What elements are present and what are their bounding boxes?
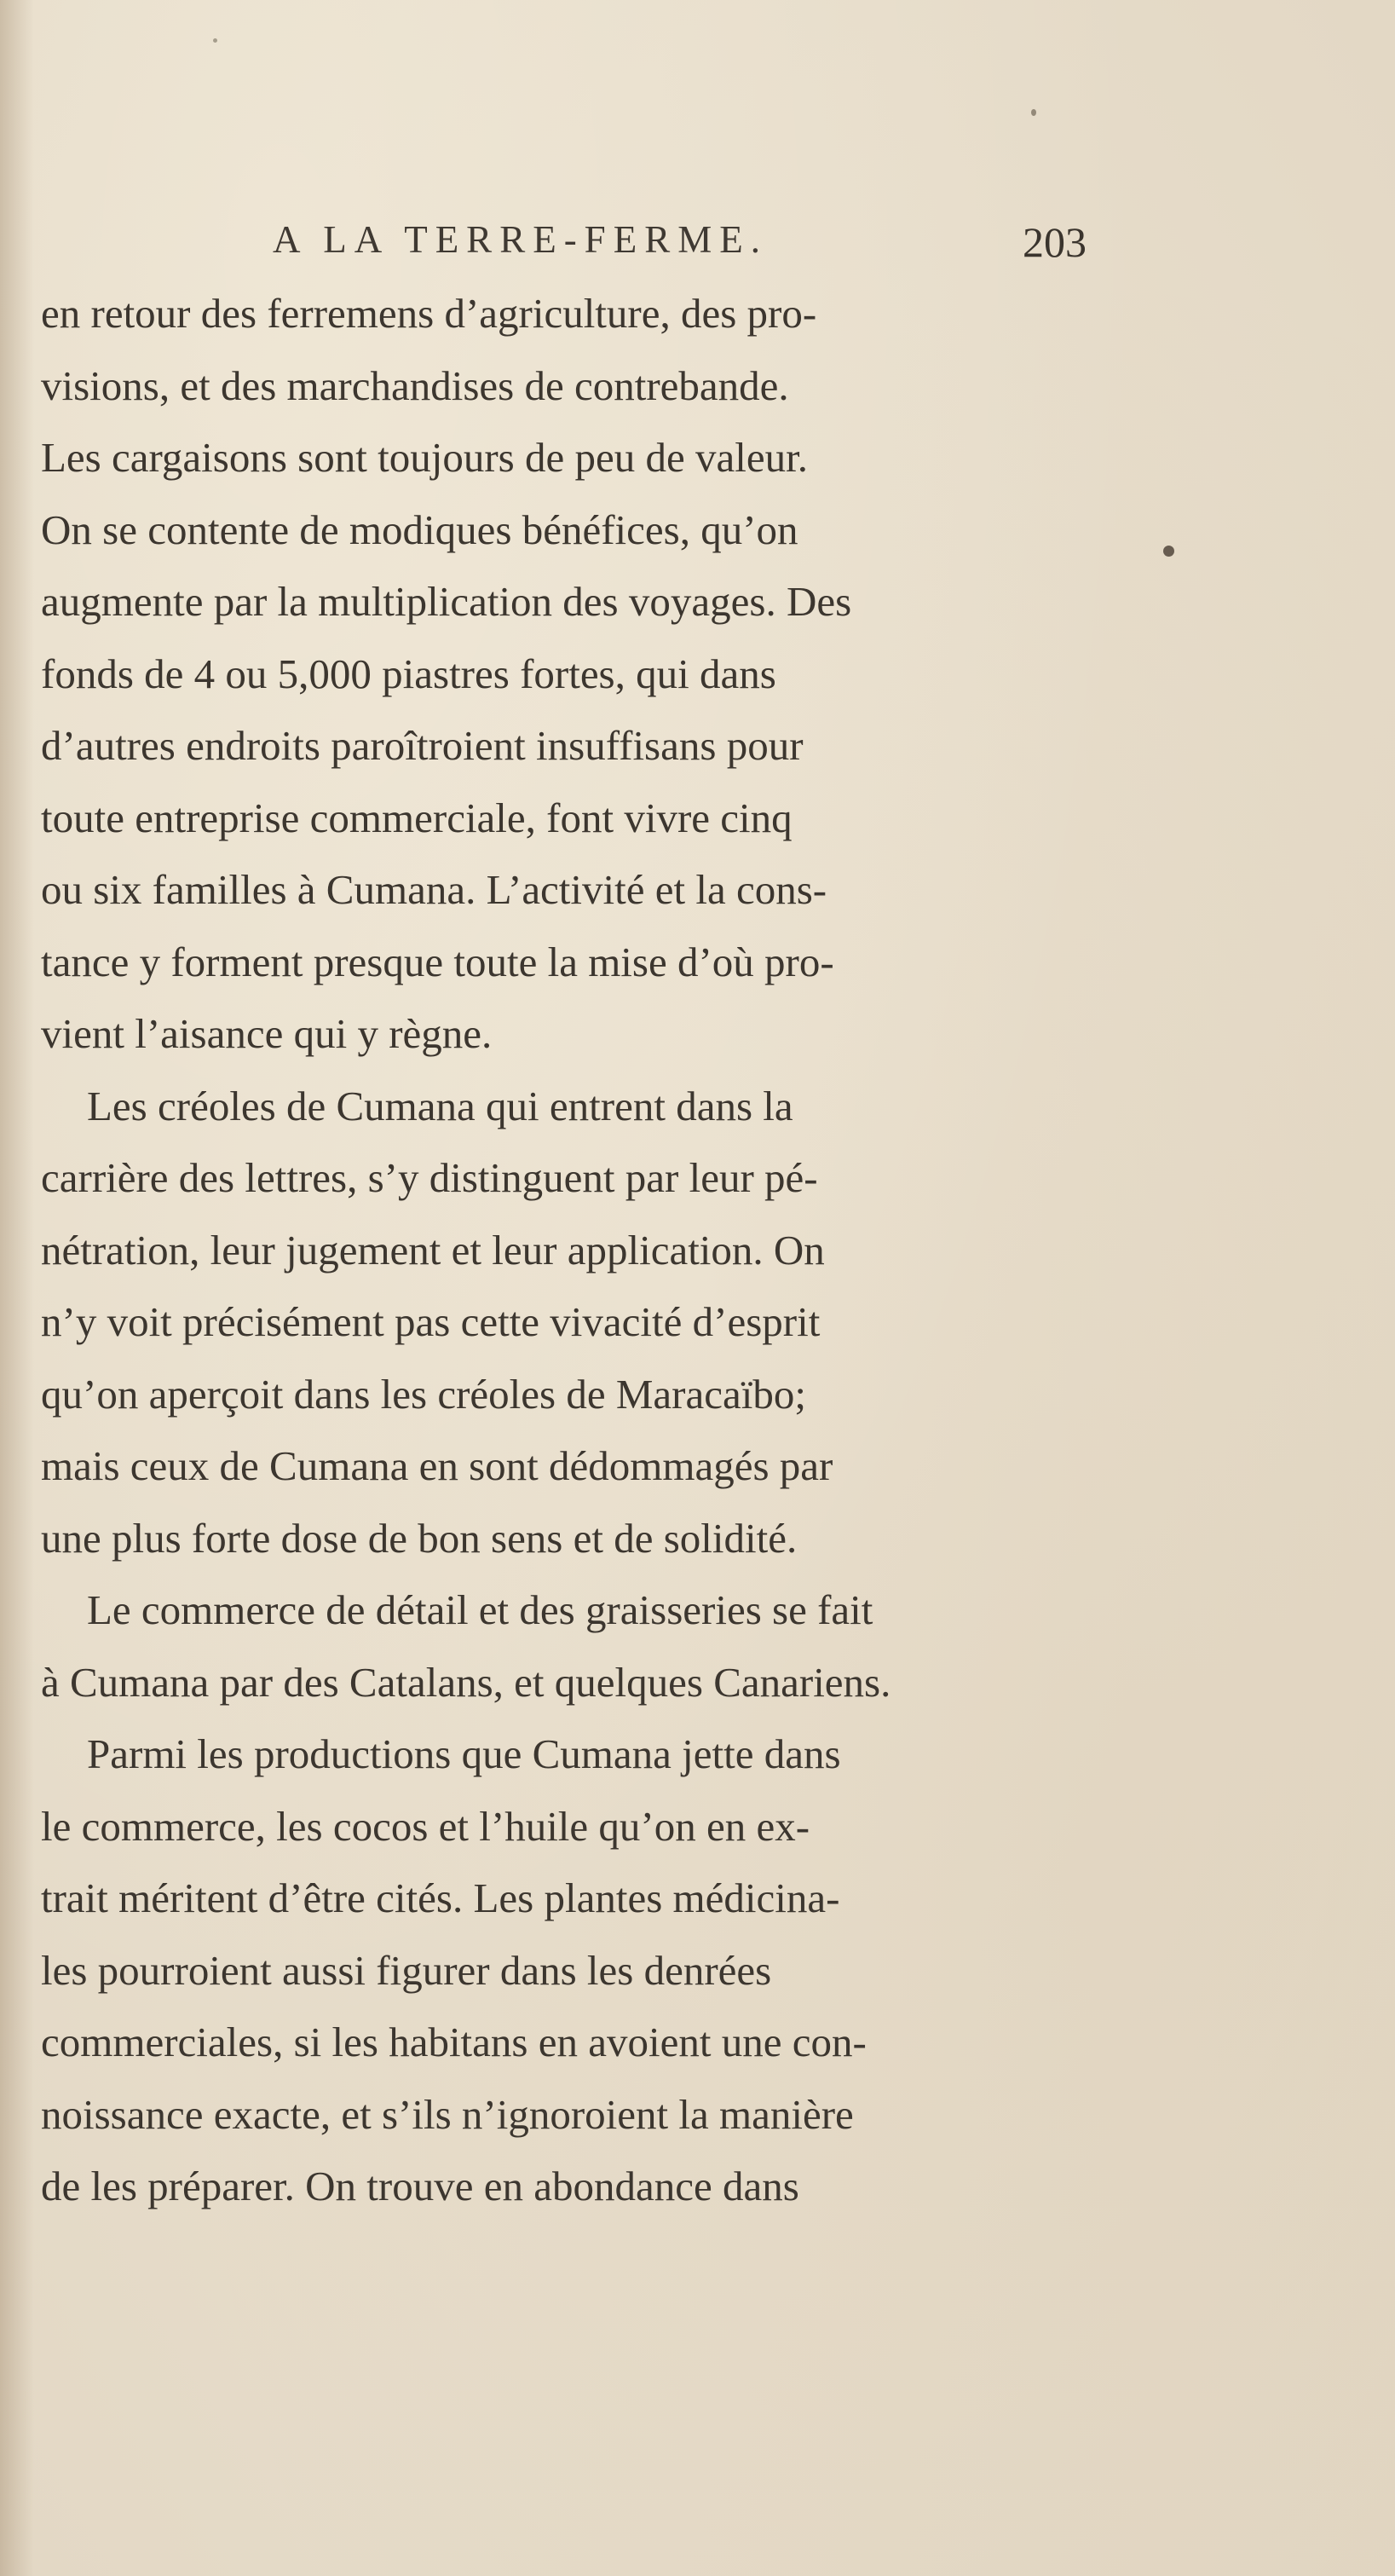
text-line: commerciales, si les habitans en avoient une con- (41, 2019, 867, 2065)
text-line: trait méritent d’être cités. Les plantes médicina- (41, 1874, 840, 1921)
running-title: A LA TERRE-FERME. (273, 218, 768, 261)
text-line: une plus forte dose de bon sens et de solidité. (41, 1514, 798, 1562)
ink-spot (1031, 109, 1036, 116)
text-line: toute entreprise commerciale, font vivre cinq (41, 794, 793, 841)
paragraph-start-line: Le commerce de détail et des graisseries se fait (87, 1586, 873, 1633)
text-line: le commerce, les cocos et l’huile qu’on en ex- (41, 1802, 810, 1850)
body-text (41, 278, 1089, 2223)
ink-spot (213, 38, 217, 43)
text-line: qu’on aperçoit dans les créoles de Maracaïbo; (41, 1370, 806, 1418)
ink-spot (1163, 546, 1174, 557)
text-line: de les préparer. On trouve en abondance dans (41, 2163, 799, 2209)
text-line: augmente par la multiplication des voyages. Des (41, 578, 852, 625)
text-line: visions, et des marchandises de contrebande. (41, 361, 789, 409)
text-line: d’autres endroits paroîtroient insuffisans pour (41, 722, 804, 769)
text-line: les pourroient aussi figurer dans les denrées (41, 1946, 772, 1994)
page-number: 203 (1023, 218, 1087, 266)
binding-shadow (0, 0, 34, 2576)
text-line: ou six familles à Cumana. L’activité et la cons- (41, 866, 827, 913)
text-line: mais ceux de Cumana en sont dédommagés par (41, 1442, 833, 1489)
text-line: noissance exacte, et s’ils n’ignoroient la manière (41, 2090, 854, 2138)
text-line: vient l’aisance qui y règne. (41, 1010, 493, 1057)
paragraph-start-line: Les créoles de Cumana qui entrent dans la (87, 1082, 793, 1129)
text-line: à Cumana par des Catalans, et quelques Canariens. (41, 1658, 891, 1706)
text-line: tance y forment presque toute la mise d’où pro- (41, 938, 834, 985)
page-header (273, 217, 1087, 269)
paragraph-start-line: Parmi les productions que Cumana jette dans (87, 1730, 841, 1777)
text-line: Les cargaisons sont toujours de peu de valeur. (41, 434, 808, 481)
text-line: nétration, leur jugement et leur application. On (41, 1226, 825, 1274)
text-line: en retour des ferremens d’agriculture, des pro- (41, 290, 817, 337)
text-line: carrière des lettres, s’y distinguent par leur pé- (41, 1154, 818, 1201)
text-line: n’y voit précisément pas cette vivacité d’esprit (41, 1298, 821, 1345)
text-line: On se contente de modiques bénéfices, qu’on (41, 505, 798, 553)
text-line: fonds de 4 ou 5,000 piastres fortes, qui dans (41, 650, 776, 697)
